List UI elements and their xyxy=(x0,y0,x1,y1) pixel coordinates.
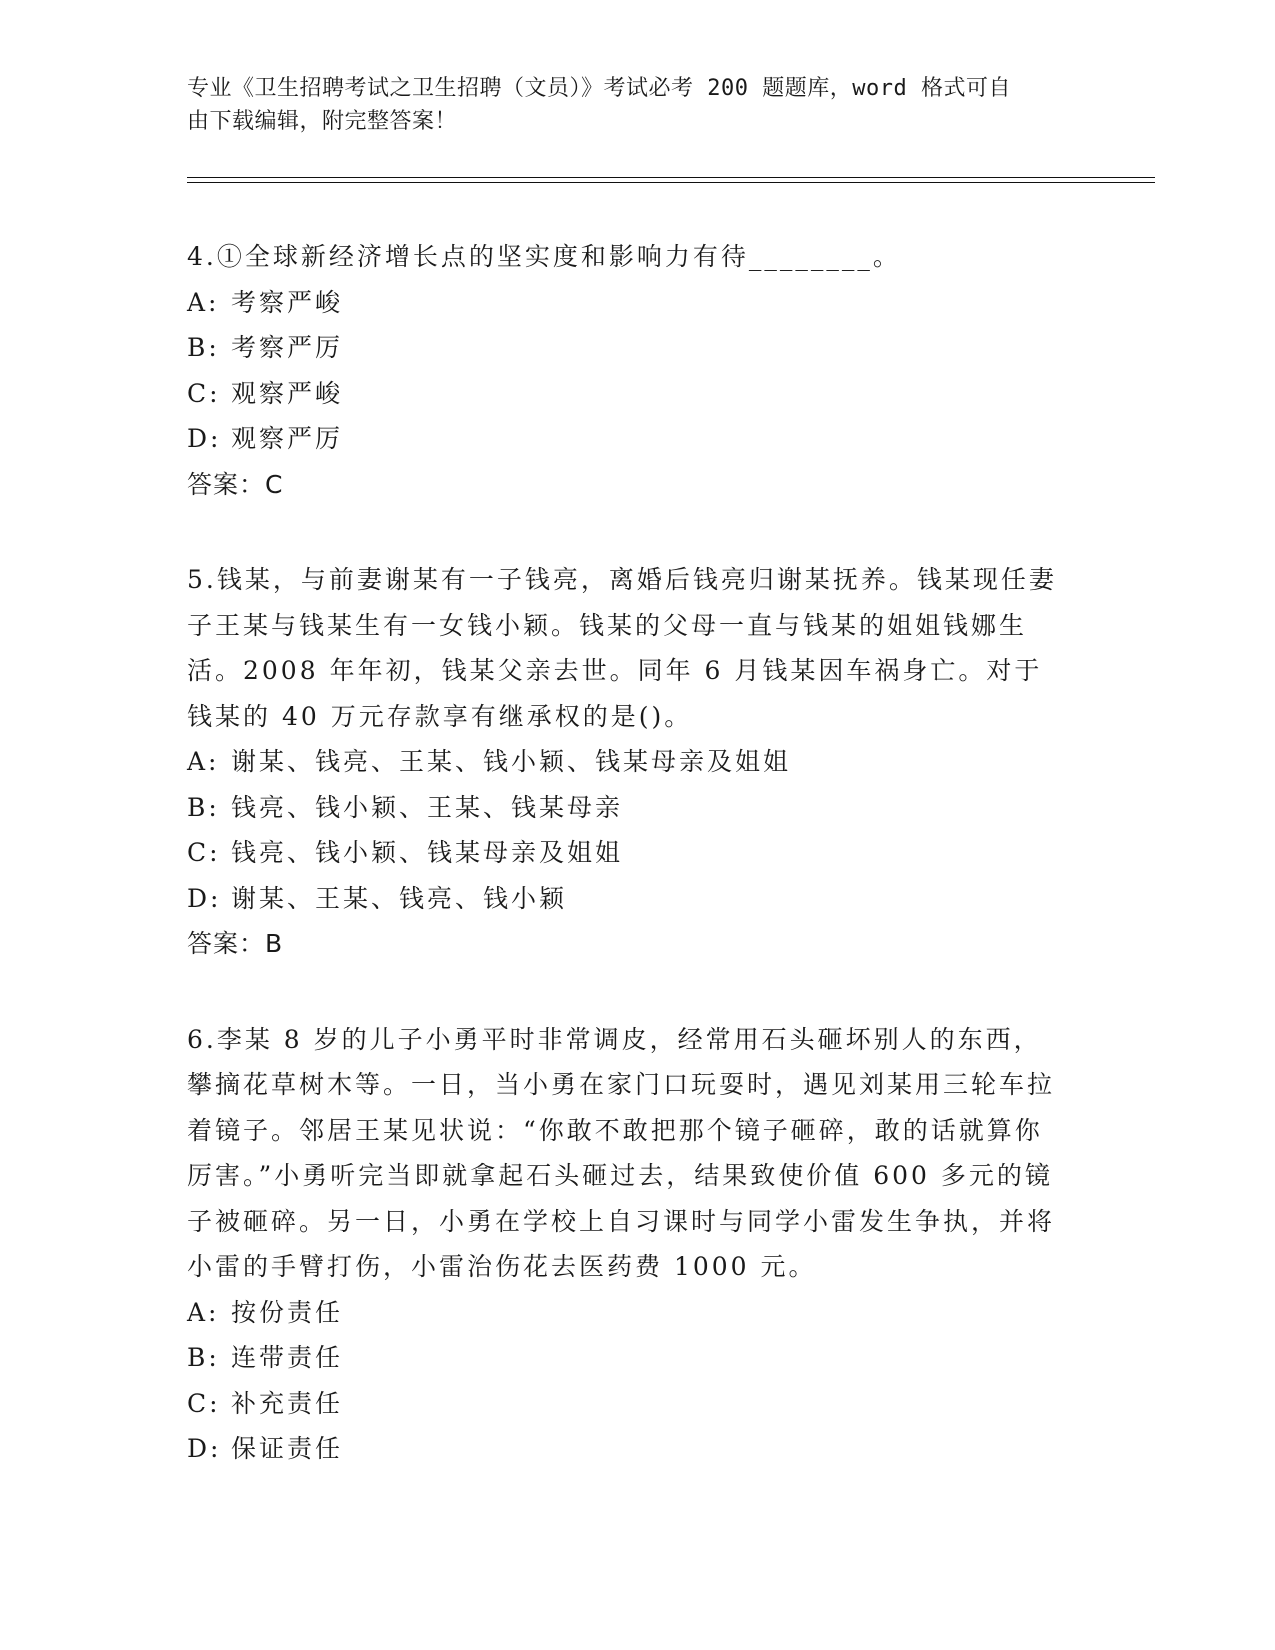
option-key: D: xyxy=(187,424,222,453)
question-stem: 4.①全球新经济增长点的坚实度和影响力有待________。 xyxy=(187,242,901,271)
option-c xyxy=(187,830,1067,876)
header-divider-bottom xyxy=(187,182,1155,183)
option-text: 观察严峻 xyxy=(231,378,344,408)
option-a xyxy=(187,280,1067,326)
option-c xyxy=(187,1381,1067,1427)
option-c xyxy=(187,371,1067,417)
option-text: 考察严峻 xyxy=(231,287,344,317)
question-item xyxy=(187,1017,1067,1472)
option-d xyxy=(187,1426,1067,1472)
question-list xyxy=(187,234,1067,1522)
option-key: B: xyxy=(187,792,220,822)
option-text: 钱亮、钱小颖、王某、钱某母亲 xyxy=(231,792,624,822)
option-key: C: xyxy=(187,838,221,867)
option-a xyxy=(187,739,1067,785)
option-key: A: xyxy=(187,1297,220,1327)
option-key: C: xyxy=(187,378,221,408)
question-stem: 5.钱某，与前妻谢某有一子钱亮，离婚后钱亮归谢某抚养。钱某现任妻子王某与钱某生有一女钱小颖。钱某的父母一直与钱某的姐姐钱娜生活。2008 年年初，钱某父亲去世。同年 6 月钱某因车祸身亡。对于钱某的 40 万元存款享有继承权的是()。 xyxy=(187,565,1057,731)
option-b xyxy=(187,785,1067,831)
header-line-2: 由下载编辑，附完整答案！ xyxy=(187,109,458,134)
option-b xyxy=(187,1335,1067,1381)
option-text: 补充责任 xyxy=(231,1388,344,1418)
header-line-1: 专业《卫生招聘考试之卫生招聘（文员）》考试必考 200 题题库，word 格式可自 xyxy=(187,76,1011,101)
document-header xyxy=(187,72,1067,138)
option-key: A: xyxy=(187,287,220,317)
option-text: 考察严厉 xyxy=(231,333,344,362)
option-text: 谢某、钱亮、王某、钱小颖、钱某母亲及姐姐 xyxy=(231,747,792,776)
option-text: 钱亮、钱小颖、钱某母亲及姐姐 xyxy=(231,838,624,867)
option-text: 观察严厉 xyxy=(231,424,344,453)
option-text: 谢某、王某、钱亮、钱小颖 xyxy=(231,883,568,913)
question-stem: 6.李某 8 岁的儿子小勇平时非常调皮，经常用石头砸坏别人的东西，攀摘花草树木等。一日，当小勇在家门口玩耍时，遇见刘某用三轮车拉着镜子。邻居王某见状说：“你敢不敢把那个镜子砸碎，敢的话就算你厉害。”小勇听完当即就拿起石头砸过去，结果致使价值 600 多元的镜子被砸碎。另一日，小勇在学校上自习课时与同学小雷发生争执，并将小雷的手臂打伤，小雷治伤花去医药费 1000 元。 xyxy=(187,1024,1056,1281)
option-key: D: xyxy=(187,883,222,913)
question-item xyxy=(187,557,1067,967)
option-d xyxy=(187,876,1067,922)
option-key: B: xyxy=(187,1343,220,1372)
option-text: 按份责任 xyxy=(231,1297,344,1327)
answer-line: 答案：C xyxy=(187,469,284,499)
option-key: B: xyxy=(187,333,220,362)
option-a xyxy=(187,1290,1067,1336)
answer-line: 答案：B xyxy=(187,929,284,958)
header-divider-top xyxy=(187,177,1155,178)
option-text: 保证责任 xyxy=(231,1434,344,1463)
option-text: 连带责任 xyxy=(231,1343,344,1372)
option-b xyxy=(187,325,1067,371)
option-key: A: xyxy=(187,747,220,776)
option-key: C: xyxy=(187,1388,221,1418)
question-item xyxy=(187,234,1067,507)
option-d xyxy=(187,416,1067,462)
option-key: D: xyxy=(187,1434,222,1463)
